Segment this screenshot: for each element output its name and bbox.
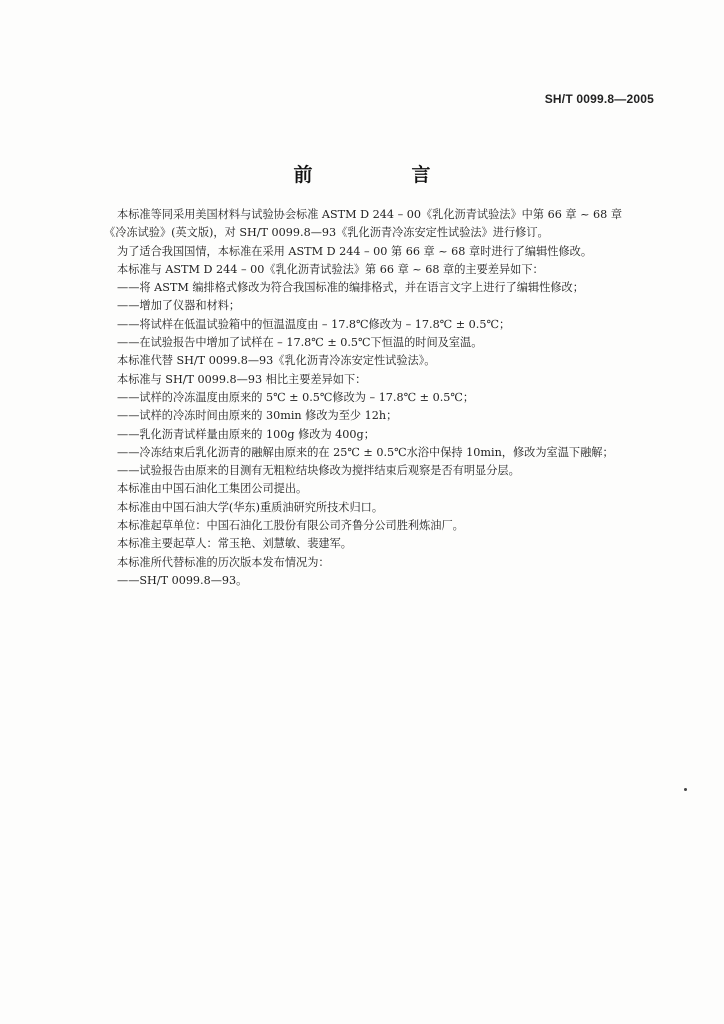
paragraph-line: 本标准主要起草人：常玉艳、刘慧敏、裴建军。	[117, 537, 352, 551]
difference-item: ——试样的冷冻温度由原来的 5℃ ± 0.5℃修改为 – 17.8℃ ± 0.5℃；	[117, 390, 475, 404]
paragraph-line: 本标准与 SH/T 0099.8—93 相比主要差异如下：	[117, 372, 367, 386]
paragraph-line: 本标准起草单位：中国石油化工股份有限公司齐鲁分公司胜利炼油厂。	[117, 519, 464, 533]
standard-number: SH/T 0099.8—2005	[544, 92, 654, 106]
paragraph-line: 本标准所代替标准的历次版本发布情况为：	[117, 555, 330, 569]
paragraph-line: 本标准代替 SH/T 0099.8—93《乳化沥青冷冻安定性试验法》。	[117, 354, 436, 368]
difference-item: ——增加了仪器和材料；	[117, 299, 241, 313]
paragraph-line: 本标准由中国石油大学(华东)重质油研究所技术归口。	[117, 500, 384, 514]
difference-item: ——乳化沥青试样量由原来的 100g 修改为 400g；	[117, 427, 375, 441]
foreword-body	[104, 206, 662, 590]
difference-item: ——冷冻结束后乳化沥青的融解由原来的在 25℃ ± 0.5℃水浴中保持 10min，修改为室温下融解；	[117, 445, 614, 459]
scan-speck	[684, 788, 687, 791]
difference-item: ——将试样在低温试验箱中的恒温温度由 – 17.8℃修改为 – 17.8℃ ± 0.5℃；	[117, 317, 511, 331]
paragraph-line: 本标准与 ASTM D 244 – 00《乳化沥青试验法》第 66 章 ~ 68 章的主要差异如下：	[117, 262, 544, 276]
difference-item: ——将 ASTM 编排格式修改为符合我国标准的编排格式，并在语言文字上进行了编辑性修改；	[117, 281, 584, 295]
paragraph-line: 《冷冻试验》(英文版)，对 SH/T 0099.8—93《乳化沥青冷冻安定性试验法》进行修订。	[104, 226, 549, 240]
page-title: 前 言	[293, 164, 471, 186]
difference-item: ——试验报告由原来的目测有无粗粒结块修改为搅拌结束后观察是否有明显分层。	[117, 464, 520, 478]
version-history-item: ——SH/T 0099.8—93。	[117, 573, 248, 587]
difference-item: ——在试验报告中增加了试样在 – 17.8℃ ± 0.5℃下恒温的时间及室温。	[117, 336, 483, 350]
difference-item: ——试样的冷冻时间由原来的 30min 修改为至少 12h；	[117, 409, 398, 423]
paragraph-line: 本标准由中国石油化工集团公司提出。	[117, 482, 308, 496]
paragraph-line: 为了适合我国国情，本标准在采用 ASTM D 244 – 00 第 66 章 ~ 68 章时进行了编辑性修改。	[117, 244, 593, 258]
paragraph-line: 本标准等同采用美国材料与试验协会标准 ASTM D 244 – 00《乳化沥青试验法》中第 66 章 ~ 68 章	[117, 208, 623, 221]
